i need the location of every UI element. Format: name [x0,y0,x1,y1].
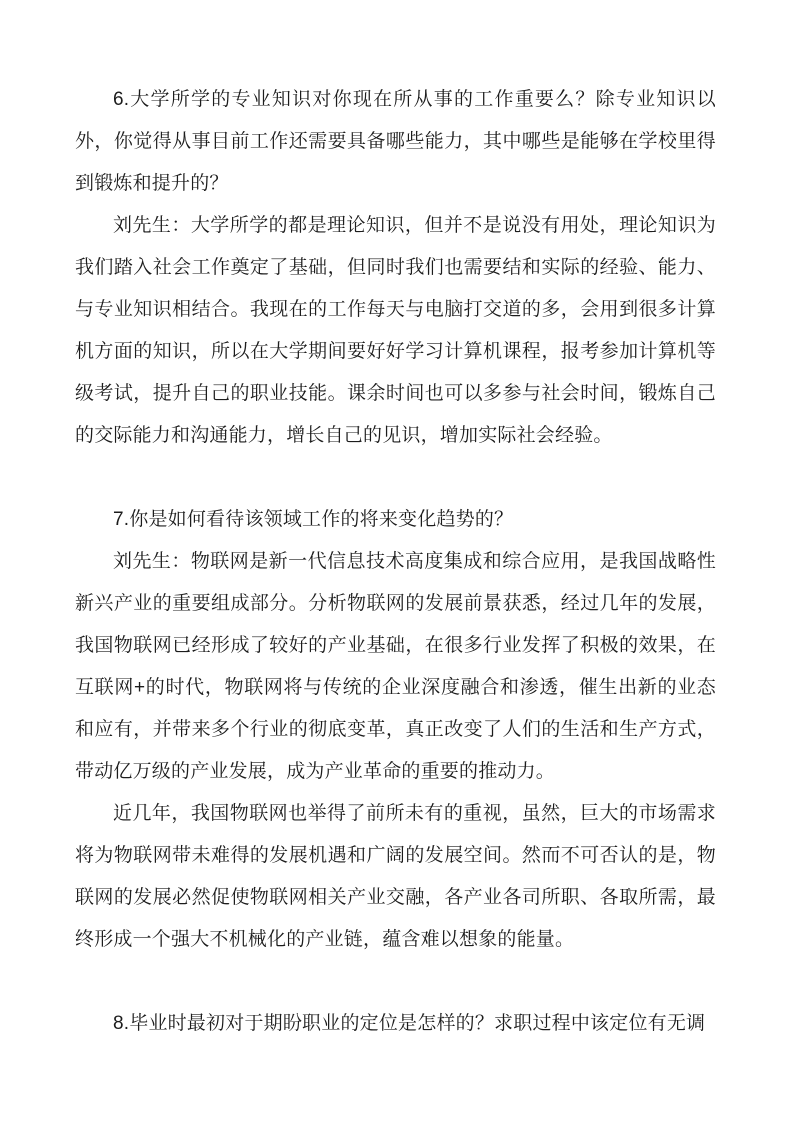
answer-7-paragraph-1: 刘先生：物联网是新一代信息技术高度集成和综合应用，是我国战略性新兴产业的重要组成部分。分析物联网的发展前景获悉，经过几年的发展，我国物联网已经形成了较好的产业基础，在很多行业发挥了积极的效果，在互联网+的时代，物联网将与传统的企业深度融合和渗透，催生出新的业态和应有，并带来多个行业的彻底变革，真正改变了人们的生活和生产方式，带动亿万级的产业发展，成为产业革命的重要的推动力。 [75,551,716,782]
answer-7-paragraph-2: 近几年，我国物联网也举得了前所未有的重视，虽然，巨大的市场需求将为物联网带未难得的发展机遇和广阔的发展空间。然而不可否认的是，物联网的发展必然促使物联网相关产业交融，各产业各司所职、各取所需，最终形成一个强大不机械化的产业链，蕴含难以想象的能量。 [75,803,716,950]
question-8-paragraph: 8.毕业时最初对于期盼职业的定位是怎样的？求职过程中该定位有无调 [113,1013,706,1034]
answer-6-paragraph: 刘先生：大学所学的都是理论知识，但并不是说没有用处，理论知识为我们踏入社会工作奠定了基础，但同时我们也需要结和实际的经验、能力、与专业知识相结合。我现在的工作每天与电脑打交道的多，会用到很多计算机方面的知识，所以在大学期间要好好学习计算机课程，报考参加计算机等级考试，提升自己的职业技能。课余时间也可以多参与社会时间，锻炼自己的交际能力和沟通能力，增长自己的见识，增加实际社会经验。 [75,215,716,446]
question-6-paragraph: 6.大学所学的专业知识对你现在所从事的工作重要么？除专业知识以外，你觉得从事目前工作还需要具备哪些能力，其中哪些是能够在学校里得到锻炼和提升的？ [75,89,716,194]
question-7-paragraph: 7.你是如何看待该领域工作的将来变化趋势的？ [113,509,514,530]
document-body [75,79,716,1045]
